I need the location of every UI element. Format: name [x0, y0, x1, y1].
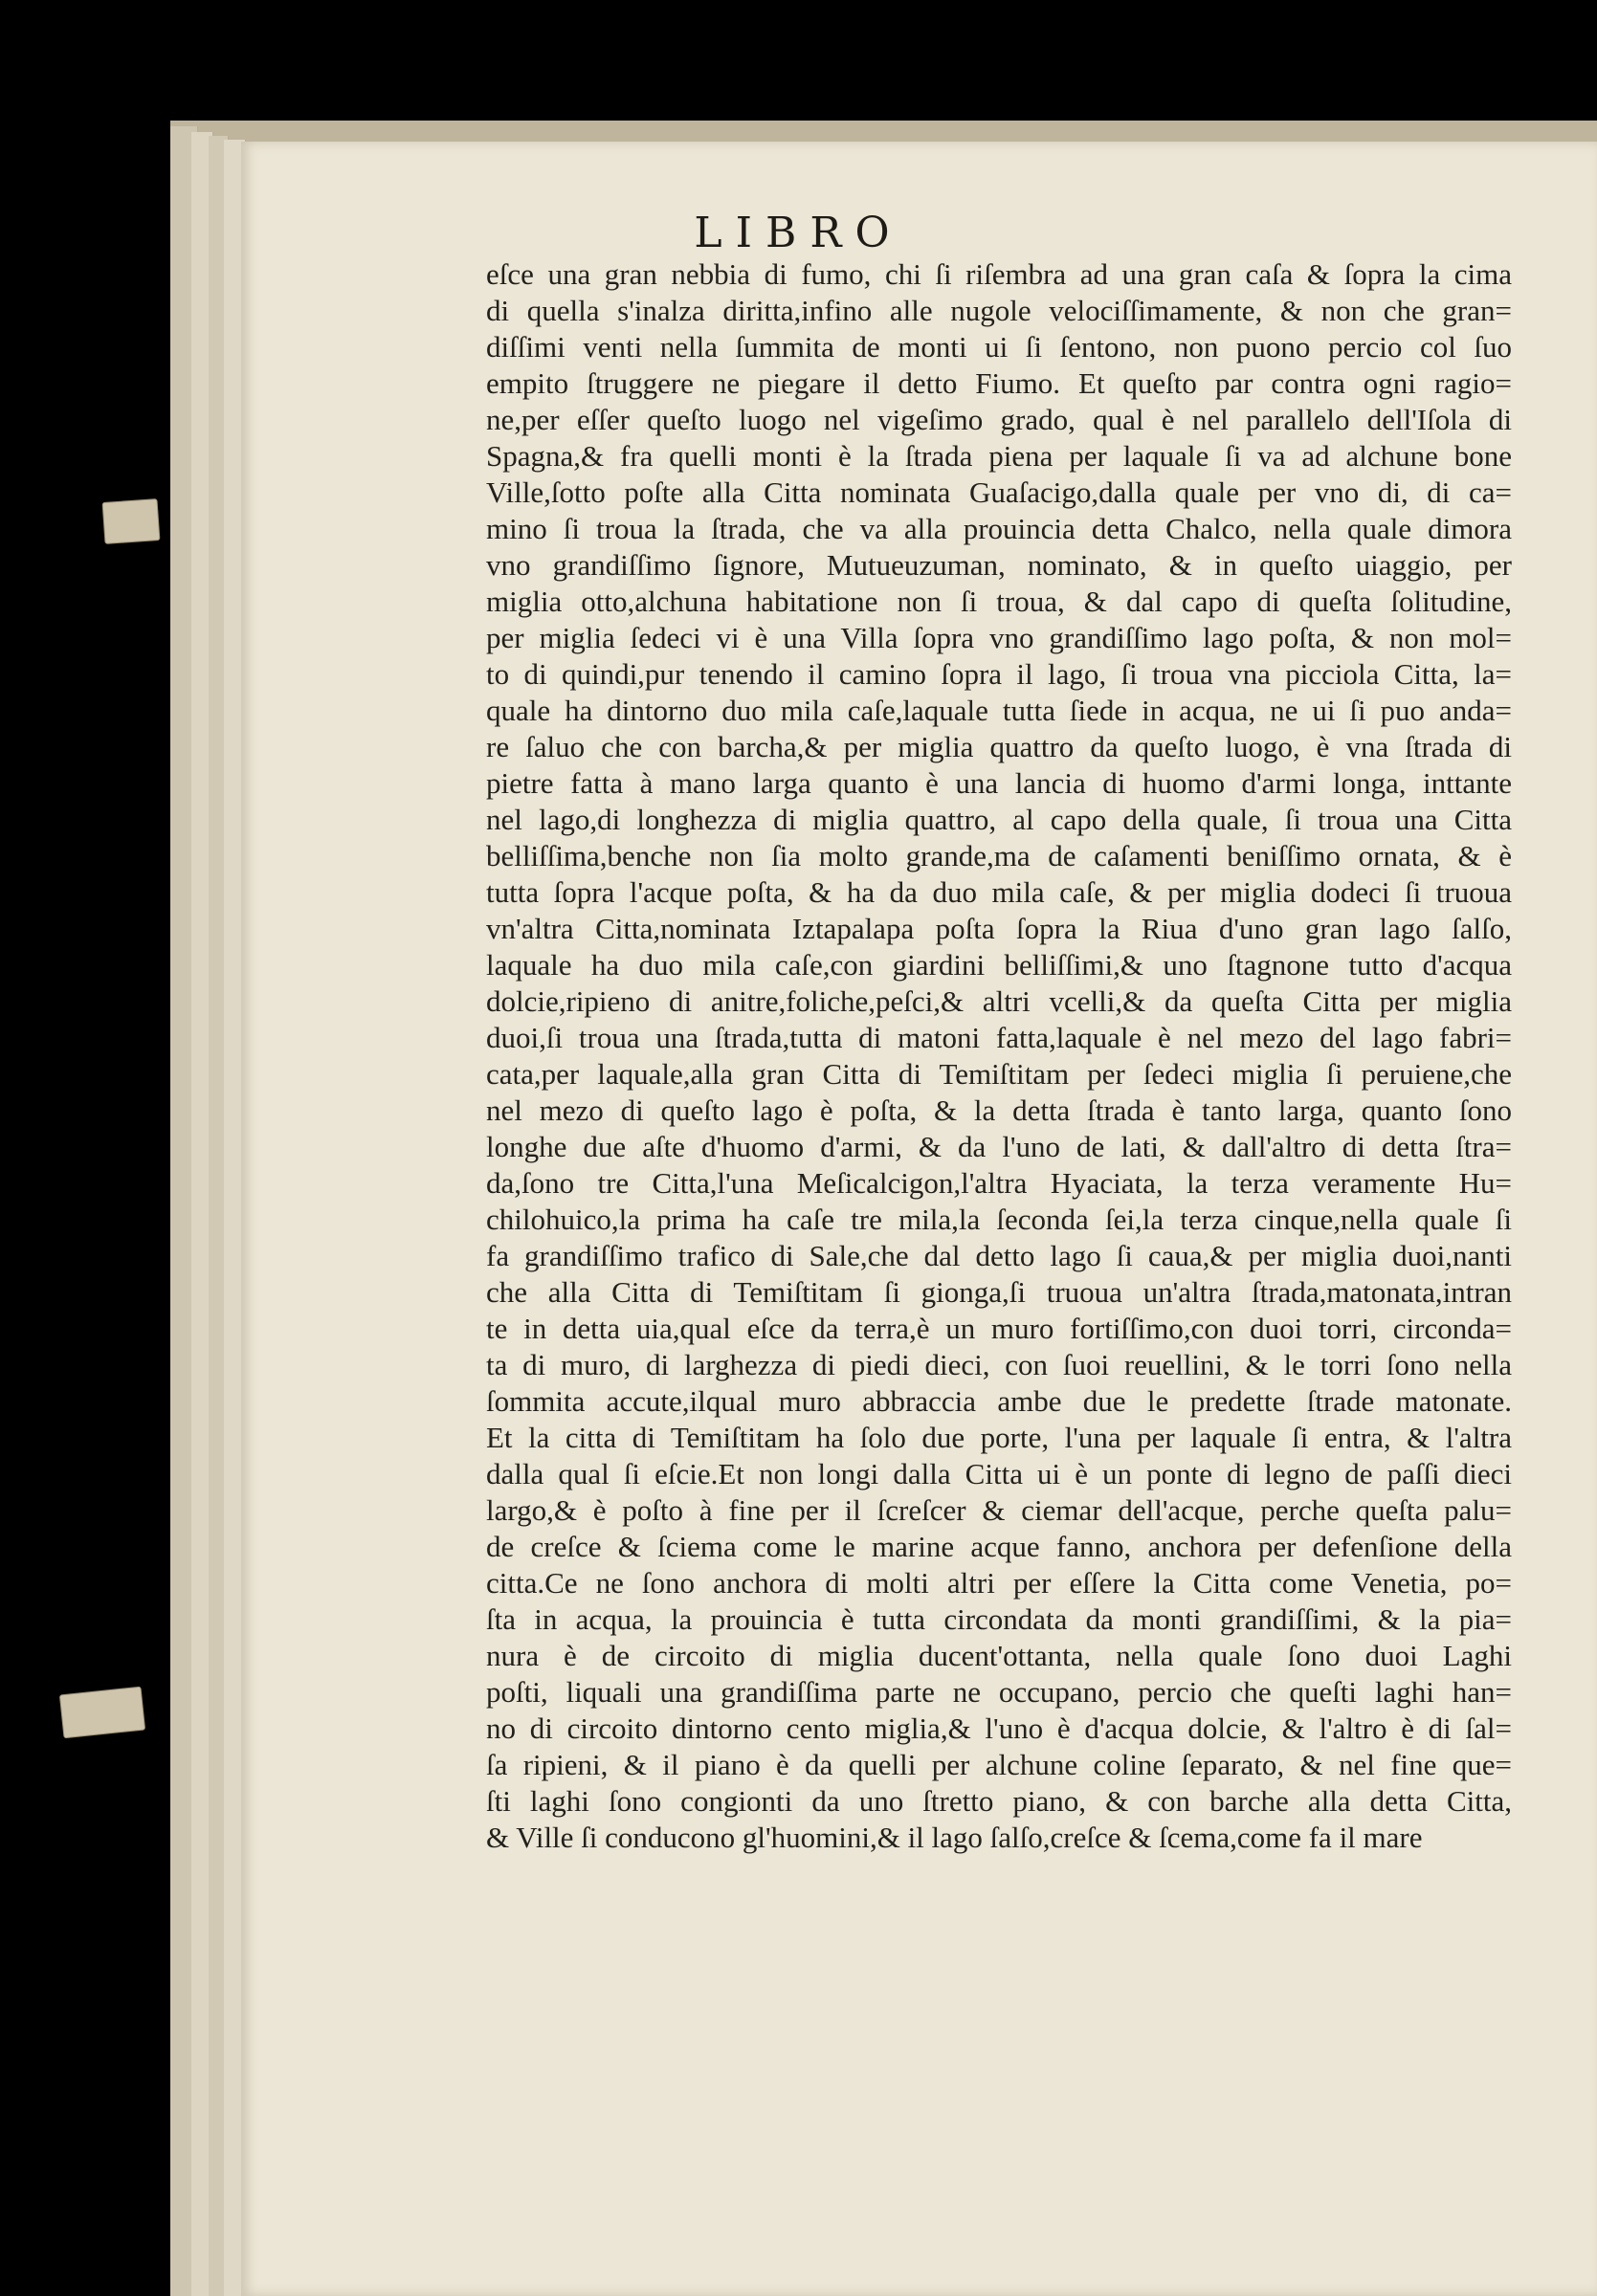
text-line: Et la citta di Temiſtitam ha ſolo due porte, l'una per laquale ſi entra, & l'altra [486, 1421, 1512, 1454]
text-line: poſti, liquali una grandiſſima parte ne occupano, percio che queſti laghi han= [486, 1675, 1512, 1709]
text-line: empito ſtruggere ne piegare il detto Fiumo. Et queſto par contra ogni ragio= [486, 366, 1512, 400]
text-line: laquale ha duo mila caſe,con giardini belliſſimi,& uno ſtagnone tutto d'acqua [486, 948, 1512, 982]
text-line: mino ſi troua la ſtrada, che va alla prouincia detta Chalco, nella quale dimora [486, 512, 1512, 545]
text-line: te in detta uia,qual eſce da terra,è un muro fortiſſimo,con duoi torri, circonda= [486, 1312, 1512, 1345]
text-line: per miglia ſedeci vi è una Villa ſopra vno grandiſſimo lago poſta, & non mol= [486, 621, 1512, 654]
text-line: diſſimi venti nella ſummita de monti ui ſi ſentono, non puono percio col ſuo [486, 330, 1512, 364]
text-line: dolcie,ripieno di anitre,foliche,peſci,& altri vcelli,& da queſta Citta per miglia [486, 984, 1512, 1018]
text-line: da,ſono tre Citta,l'una Meſicalcigon,l'altra Hyaciata, la terza veramente Hu= [486, 1166, 1512, 1200]
text-line: quale ha dintorno duo mila caſe,laquale tutta ſiede in acqua, ne ui ſi puo anda= [486, 694, 1512, 727]
text-line: tutta ſopra l'acque poſta, & ha da duo mila caſe, & per miglia dodeci ſi truoua [486, 875, 1512, 909]
text-line: nel lago,di longhezza di miglia quattro, al capo della quale, ſi troua una Citta [486, 803, 1512, 836]
text-line: ſa ripieni, & il piano è da quelli per alchune coline ſeparato, & nel fine que= [486, 1748, 1512, 1781]
text-line: eſce una gran nebbia di fumo, chi ſi riſembra ad una gran caſa & ſopra la cima [486, 257, 1512, 291]
text-line: & Ville ſi conducono gl'huomini,& il lago ſalſo,creſce & ſcema,come fa il mare [486, 1821, 1423, 1854]
text-line: chilohuico,la prima ha caſe tre mila,la ſeconda ſei,la terza cinque,nella quale ſi [486, 1203, 1512, 1236]
text-line: che alla Citta di Temiſtitam ſi gionga,ſi truoua un'altra ſtrada,matonata,intran [486, 1275, 1512, 1309]
text-line: ſommita accute,ilqual muro abbraccia ambe due le predette ſtrade matonate. [486, 1384, 1512, 1418]
text-line: longhe due aſte d'huomo d'armi, & da l'uno de lati, & dall'altro di detta ſtra= [486, 1130, 1512, 1163]
text-line: de creſce & ſciema come le marine acque fanno, anchora per defenſione della [486, 1530, 1512, 1563]
text-line: to di quindi,pur tenendo il camino ſopra il lago, ſi troua vna picciola Citta, la= [486, 657, 1512, 691]
text-line: fa grandiſſimo trafico di Sale,che dal detto lago ſi caua,& per miglia duoi,nanti [486, 1239, 1512, 1272]
text-line: miglia otto,alchuna habitatione non ſi troua, & dal capo di queſta ſolitudine, [486, 585, 1512, 618]
text-line: vn'altra Citta,nominata Iztapalapa poſta ſopra la Riua d'uno gran lago ſalſo, [486, 912, 1512, 945]
text-line: largo,& è poſto à fine per il ſcreſcer & ciemar dell'acque, perche queſta palu= [486, 1493, 1512, 1527]
paper-tab [59, 1687, 145, 1739]
text-line: vno grandiſſimo ſignore, Mutueuzuman, nominato, & in queſto uiaggio, per [486, 548, 1512, 582]
text-line: pietre fatta à mano larga quanto è una lancia di huomo d'armi longa, inttante [486, 766, 1512, 800]
text-line: re ſaluo che con barcha,& per miglia quattro da queſto luogo, è vna ſtrada di [486, 730, 1512, 763]
text-line: citta.Ce ne ſono anchora di molti altri per eſſere la Citta come Venetia, po= [486, 1566, 1512, 1600]
text-line: nura è de circoito di miglia ducent'ottanta, nella quale ſono duoi Laghi [486, 1639, 1512, 1672]
text-line: duoi,ſi troua una ſtrada,tutta di matoni fatta,laquale è nel mezo del lago fabri= [486, 1021, 1512, 1054]
running-head: LIBRO [694, 209, 903, 257]
text-line: ta di muro, di larghezza di piedi dieci, con ſuoi reuellini, & le torri ſono nella [486, 1348, 1512, 1381]
text-line: ſti laghi ſono congionti da uno ſtretto piano, & con barche alla detta Citta, [486, 1784, 1512, 1818]
text-line: ne,per eſſer queſto luogo nel vigeſimo grado, qual è nel parallelo dell'Iſola di [486, 403, 1512, 436]
text-line: no di circoito dintorno cento miglia,& l'uno è d'acqua dolcie, & l'altro è di ſal= [486, 1711, 1512, 1745]
text-line: cata,per laquale,alla gran Citta di Temiſtitam per ſedeci miglia ſi peruiene,che [486, 1057, 1512, 1091]
paper-tab [102, 498, 161, 544]
text-line: nel mezo di queſto lago è poſta, & la detta ſtrada è tanto larga, quanto ſono [486, 1093, 1512, 1127]
text-line: belliſſima,benche non ſia molto grande,ma de caſamenti beniſſimo ornata, & è [486, 839, 1512, 872]
text-line: dalla qual ſi eſcie.Et non longi dalla Citta ui è un ponte di legno de paſſi dieci [486, 1457, 1512, 1490]
text-line: Spagna,& fra quelli monti è la ſtrada piena per laquale ſi va ad alchune bone [486, 439, 1512, 473]
body-text [486, 256, 1512, 1856]
text-line: Ville,ſotto poſte alla Citta nominata Guaſacigo,dalla quale per vno di, di ca= [486, 475, 1512, 509]
text-line: di quella s'inalza diritta,infino alle nugole velociſſimamente, & non che gran= [486, 294, 1512, 327]
text-line: ſta in acqua, la prouincia è tutta circondata da monti grandiſſimi, & la pia= [486, 1602, 1512, 1636]
